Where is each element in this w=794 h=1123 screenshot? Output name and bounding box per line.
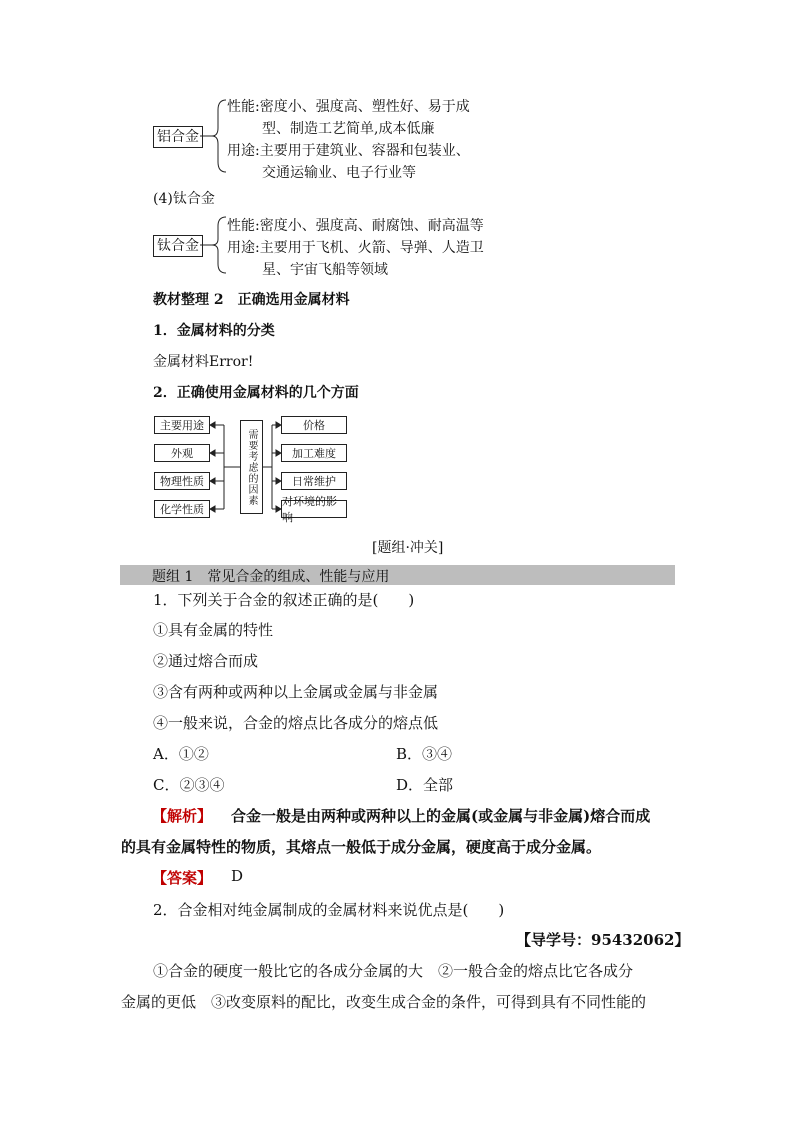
diagram-right-1: 价格 bbox=[281, 416, 347, 434]
alloy-al-prop-2: 型、制造工艺简单,成本低廉 bbox=[262, 121, 435, 137]
diagram-center: 需要考虑的因素 bbox=[240, 420, 263, 514]
alloy-al-prop-1: 性能:密度小、强度高、塑性好、易于成 bbox=[227, 99, 470, 115]
item1-text: 金属材料Error! bbox=[153, 354, 254, 370]
group1-title: 题组 1 常见合金的组成、性能与应用 bbox=[152, 569, 390, 585]
q1-statement-4: ④一般来说，合金的熔点比各成分的熔点低 bbox=[153, 714, 439, 732]
alloy-al-brace bbox=[200, 96, 230, 176]
alloy-al-use-2: 交通运输业、电子行业等 bbox=[262, 165, 416, 181]
q1-option-d: D．全部 bbox=[396, 776, 454, 794]
q1-answer-tag: 【答案】 bbox=[152, 869, 213, 887]
diagram-right-4: 对环境的影响 bbox=[281, 500, 347, 518]
section2-title: 教材整理 2 正确选用金属材料 bbox=[153, 292, 350, 308]
q1-statement-2: ②通过熔合而成 bbox=[153, 652, 259, 670]
q1-option-c: C．②③④ bbox=[153, 776, 225, 794]
q1-answer: D bbox=[231, 867, 244, 885]
alloy-ti-heading: (4)钛合金 bbox=[153, 191, 215, 207]
q1-statement-3: ③含有两种或两种以上金属或金属与非金属 bbox=[153, 683, 439, 701]
diagram-left-1: 主要用途 bbox=[154, 416, 210, 434]
diagram-right-2: 加工难度 bbox=[281, 444, 347, 462]
alloy-ti-label: 钛合金 bbox=[153, 235, 203, 257]
q1-stem: 1．下列关于合金的叙述正确的是( ) bbox=[153, 591, 415, 609]
q2-line2: 金属的更低 ③改变原料的配比，改变生成合金的条件，可得到具有不同性能的 bbox=[121, 993, 647, 1011]
q1-option-b: B．③④ bbox=[396, 745, 453, 763]
item1-title: 1．金属材料的分类 bbox=[153, 323, 275, 339]
q2-line1: ①合金的硬度一般比它的各成分金属的大 ②一般合金的熔点比它各成分 bbox=[153, 962, 634, 980]
practice-heading: [题组·冲关] bbox=[372, 540, 444, 556]
alloy-ti-use-1: 用途:主要用于飞机、火箭、导弹、人造卫 bbox=[227, 240, 484, 256]
q1-option-a: A．①② bbox=[153, 745, 209, 763]
q1-analysis-line2: 的具有金属特性的物质，其熔点一般低于成分金属，硬度高于成分金属。 bbox=[121, 838, 602, 856]
diagram-left-2: 外观 bbox=[154, 444, 210, 462]
alloy-ti-use-2: 星、宇宙飞船等领域 bbox=[262, 262, 388, 278]
q1-statement-1: ①具有金属的特性 bbox=[153, 621, 274, 639]
q1-analysis-line1: 合金一般是由两种或两种以上的金属(或金属与非金属)熔合而成 bbox=[231, 807, 651, 825]
q1-analysis-tag: 【解析】 bbox=[152, 807, 213, 825]
q2-guide-number: 【导学号：95432062】 bbox=[516, 931, 690, 949]
alloy-al-use-1: 用途:主要用于建筑业、容器和包装业、 bbox=[227, 143, 470, 159]
diagram-left-4: 化学性质 bbox=[154, 500, 210, 518]
alloy-ti-brace bbox=[200, 214, 230, 276]
alloy-al-label: 铝合金 bbox=[153, 126, 203, 148]
alloy-ti-prop-1: 性能:密度小、强度高、耐腐蚀、耐高温等 bbox=[227, 218, 484, 234]
diagram-left-3: 物理性质 bbox=[154, 472, 210, 490]
diagram-right-3: 日常维护 bbox=[281, 472, 347, 490]
item2-title: 2．正确使用金属材料的几个方面 bbox=[153, 385, 359, 401]
q2-stem: 2．合金相对纯金属制成的金属材料来说优点是( ) bbox=[153, 901, 505, 919]
